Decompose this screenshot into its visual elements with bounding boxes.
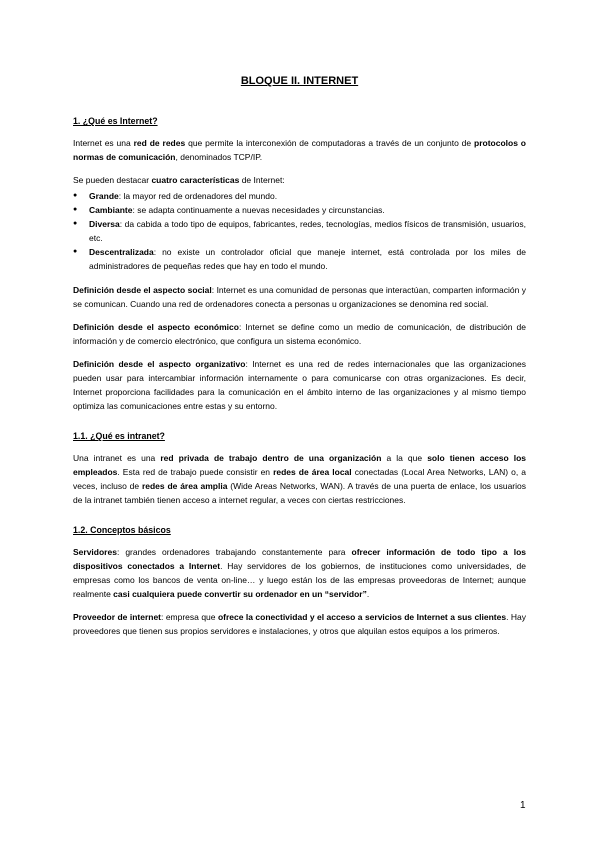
document-body: [73, 74, 526, 647]
document-title: BLOQUE II. INTERNET: [240, 75, 359, 87]
bold-run: Proveedor de internet: [73, 612, 162, 622]
paragraph-def-social: [73, 283, 526, 311]
text-run: .: [366, 589, 370, 599]
feature-term: Cambiante: [89, 205, 133, 215]
list-item: [73, 217, 526, 245]
page-number: 1: [520, 800, 526, 811]
text-run: . Esta red de trabajo puede consistir en: [117, 467, 274, 477]
paragraph-internet-intro: [73, 136, 526, 164]
feature-term: Grande: [89, 191, 119, 201]
list-item: [73, 189, 526, 203]
feature-text: : no existe un controlador oficial que maneje internet, está controlada por los miles de administradores de pequeñas redes que hay en todo el mundo.: [89, 247, 526, 271]
feature-text: : la mayor red de ordenadores del mundo.: [118, 191, 278, 201]
text-run: : empresa que: [161, 612, 218, 622]
text-run: . Hay proveedores que tienen sus propios servidores e instalaciones, y otros que alquilan estos equipos a los primeros.: [73, 612, 527, 636]
text-run: a la que: [381, 453, 428, 463]
text-run: : Internet es una red de redes internacionales que las organizaciones pueden usar para intercambiar información internamente o para comunicarse con otras organizaciones. Es decir, Internet proporciona facilidades para la comunicación en el ámbito interno de las organizaciones y al mismo tiempo optimiza las comunicaciones entre estas y su entorno.: [73, 359, 526, 411]
text-run: Una intranet es una: [73, 453, 161, 463]
paragraph-features-intro: [73, 173, 526, 187]
section-heading-internet: 1. ¿Qué es Internet?: [73, 116, 158, 126]
bold-run: Definición desde el aspecto organizativo: [73, 359, 246, 369]
text-run: Se pueden destacar: [73, 175, 152, 185]
bold-run: solo tienen acceso los empleados: [73, 453, 526, 477]
bold-run: ofrecer información de todo tipo a los dispositivos conectados a Internet: [73, 547, 526, 571]
bold-run: redes de área amplia: [141, 481, 228, 491]
text-run: (Wide Areas Networks, WAN). A través de una puerta de enlace, los usuarios de la intranet también tienen acceso a internet regular, a veces con ciertas restricciones.: [73, 481, 526, 505]
text-run: : Internet se define como un medio de comunicación, de distribución de información y de comercio electrónico, que configura un sistema económico.: [73, 322, 526, 346]
bold-run: casi cualquiera puede convertir su ordenador en un “servidor”: [113, 589, 367, 599]
features-list: [73, 189, 526, 273]
bold-run: redes de área local: [273, 467, 352, 477]
text-run: que permite la interconexión de computadoras a través de un conjunto de: [185, 138, 475, 148]
bold-run: Definición desde el aspecto social: [73, 285, 212, 295]
text-run: : grandes ordenadores trabajando constantemente para: [116, 547, 352, 557]
feature-text: : se adapta continuamente a nuevas necesidades y circunstancias.: [132, 205, 385, 215]
bold-run: ofrece la conectividad y el acceso a servicios de Internet a sus clientes: [217, 612, 507, 622]
bold-run: red privada de trabajo dentro de una organización: [160, 453, 382, 463]
section-heading-basic-concepts: 1.2. Conceptos básicos: [73, 525, 171, 535]
paragraph-provider: [73, 610, 526, 638]
paragraph-intranet: [73, 451, 526, 507]
paragraph-def-economic: [73, 320, 526, 348]
section-heading-intranet: 1.1. ¿Qué es intranet?: [73, 431, 165, 441]
paragraph-def-organizational: [73, 357, 526, 413]
text-run: : Internet es una comunidad de personas que interactúan, comparten información y se comunican. Cuando una red de ordenadores conecta a personas u organizaciones se denomina red social.: [73, 285, 526, 309]
bold-run: cuatro características: [151, 175, 240, 185]
text-run: de Internet:: [239, 175, 285, 185]
bold-run: Servidores: [73, 547, 117, 557]
text-run: Internet es una: [73, 138, 134, 148]
text-run: , denominados TCP/IP.: [175, 152, 263, 162]
text-run: conectadas (Local Area Networks, LAN) o, a veces, incluso de: [73, 467, 526, 491]
list-item: [73, 203, 526, 217]
feature-term: Descentralizada: [89, 247, 154, 257]
text-run: . Hay servidores de los gobiernos, de instituciones como universidades, de empresas como los bancos de venta on-line… y luego están los de las empresas proveedoras de Internet; aunque realmente: [73, 561, 526, 599]
paragraph-servers: [73, 545, 526, 601]
feature-text: : da cabida a todo tipo de equipos, fabricantes, redes, tecnologías, medios físicos de transmisión, usuarios, etc.: [89, 219, 526, 243]
list-item: [73, 245, 526, 273]
bold-run: protocolos o normas de comunicación: [73, 138, 526, 162]
bold-run: red de redes: [133, 138, 186, 148]
bold-run: Definición desde el aspecto económico: [73, 322, 239, 332]
feature-term: Diversa: [89, 219, 120, 229]
